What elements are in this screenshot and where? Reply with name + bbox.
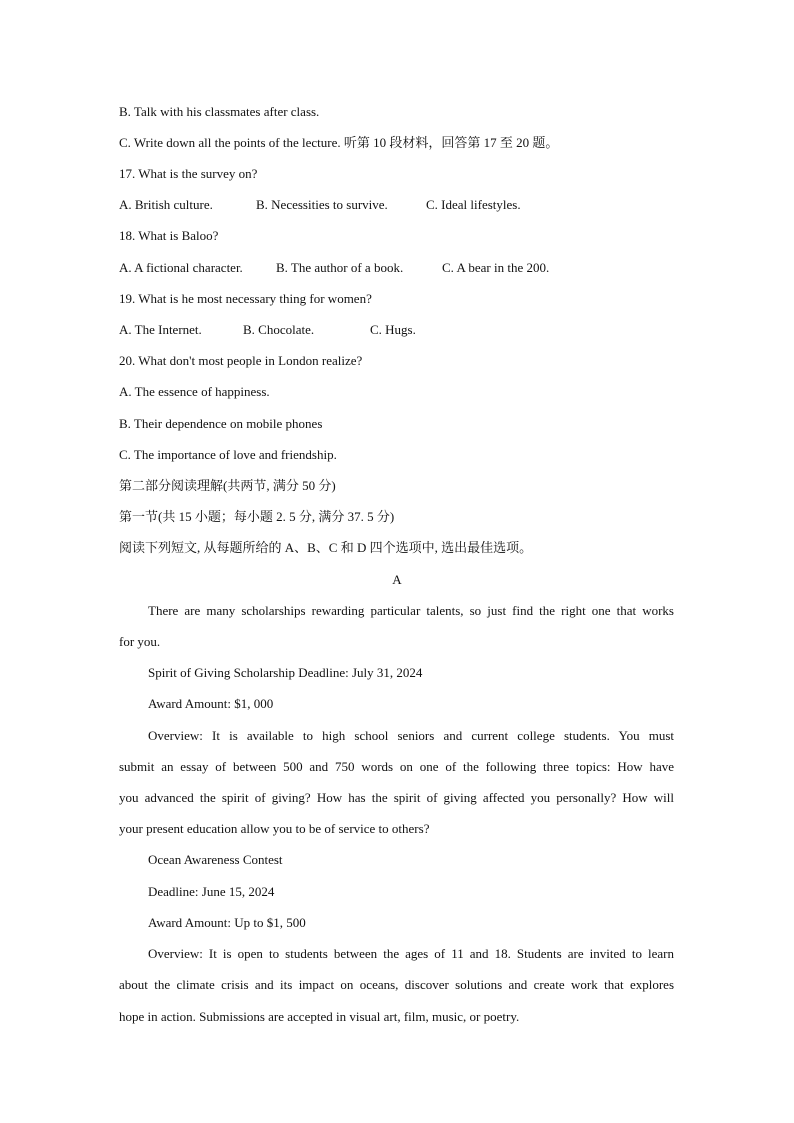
intro-line-1: There are many scholarships rewarding particular talents, so just find the right one that works [148,603,674,618]
option-20-a: A. The essence of happiness. [119,384,270,399]
scholarship-2-overview-line-2: about the climate crisis and its impact on oceans, discover solutions and create work that explores [119,977,674,992]
intro-line-2: for you. [119,634,161,649]
reading-instructions: 阅读下列短文, 从每题所给的 A、B、C 和 D 四个选项中, 选出最佳选项。 [119,540,533,555]
option-20-c: C. The importance of love and friendship. [119,447,337,462]
option-16-b: B. Talk with his classmates after class. [119,104,320,119]
option-16-c-and-instruction: C. Write down all the points of the lecture. 听第 10 段材料，回答第 17 至 20 题。 [119,135,559,150]
question-17: 17. What is the survey on? [119,166,258,181]
option-19-b: B. Chocolate. [243,322,315,337]
option-17-b: B. Necessities to survive. [256,197,388,212]
scholarship-2-title: Ocean Awareness Contest [148,852,283,867]
option-19-c: C. Hugs. [370,322,416,337]
scholarship-1-overview-line-4: your present education allow you to be of service to others? [119,821,430,836]
option-17-c: C. Ideal lifestyles. [426,197,521,212]
option-17-a: A. British culture. [119,197,213,212]
scholarship-2-overview-line-3: hope in action. Submissions are accepted in visual art, film, music, or poetry. [119,1009,520,1024]
option-20-b: B. Their dependence on mobile phones [119,416,323,431]
scholarship-2-overview-line-1: Overview: It is open to students between the ages of 11 and 18. Students are invited to learn [148,946,674,961]
scholarship-1-title: Spirit of Giving Scholarship Deadline: July 31, 2024 [148,665,423,680]
option-18-a: A. A fictional character. [119,260,243,275]
option-18-c: C. A bear in the 200. [442,260,550,275]
scholarship-2-award: Award Amount: Up to $1, 500 [148,915,306,930]
option-19-a: A. The Internet. [119,322,202,337]
question-17-options [119,197,521,213]
question-19: 19. What is he most necessary thing for women? [119,291,372,306]
question-18-options [119,260,549,276]
option-18-b: B. The author of a book. [276,260,404,275]
question-20: 20. What don't most people in London realize? [119,353,363,368]
scholarship-1-award: Award Amount: $1, 000 [148,696,274,711]
question-18: 18. What is Baloo? [119,228,219,243]
question-19-options [119,322,416,338]
scholarship-1-overview-line-3: you advanced the spirit of giving? How has the spirit of giving affected you personally? How will [119,790,674,805]
scholarship-2-deadline: Deadline: June 15, 2024 [148,884,275,899]
scholarship-1-overview-line-1: Overview: It is available to high school seniors and current college students. You must [148,728,674,743]
scholarship-1-overview-line-2: submit an essay of between 500 and 750 words on one of the following three topics: How have [119,759,674,774]
part-two-title: 第二部分阅读理解(共两节, 满分 50 分) [119,478,336,493]
passage-label: A [392,572,402,587]
section-one-title: 第一节(共 15 小题；每小题 2. 5 分, 满分 37. 5 分) [119,509,395,524]
